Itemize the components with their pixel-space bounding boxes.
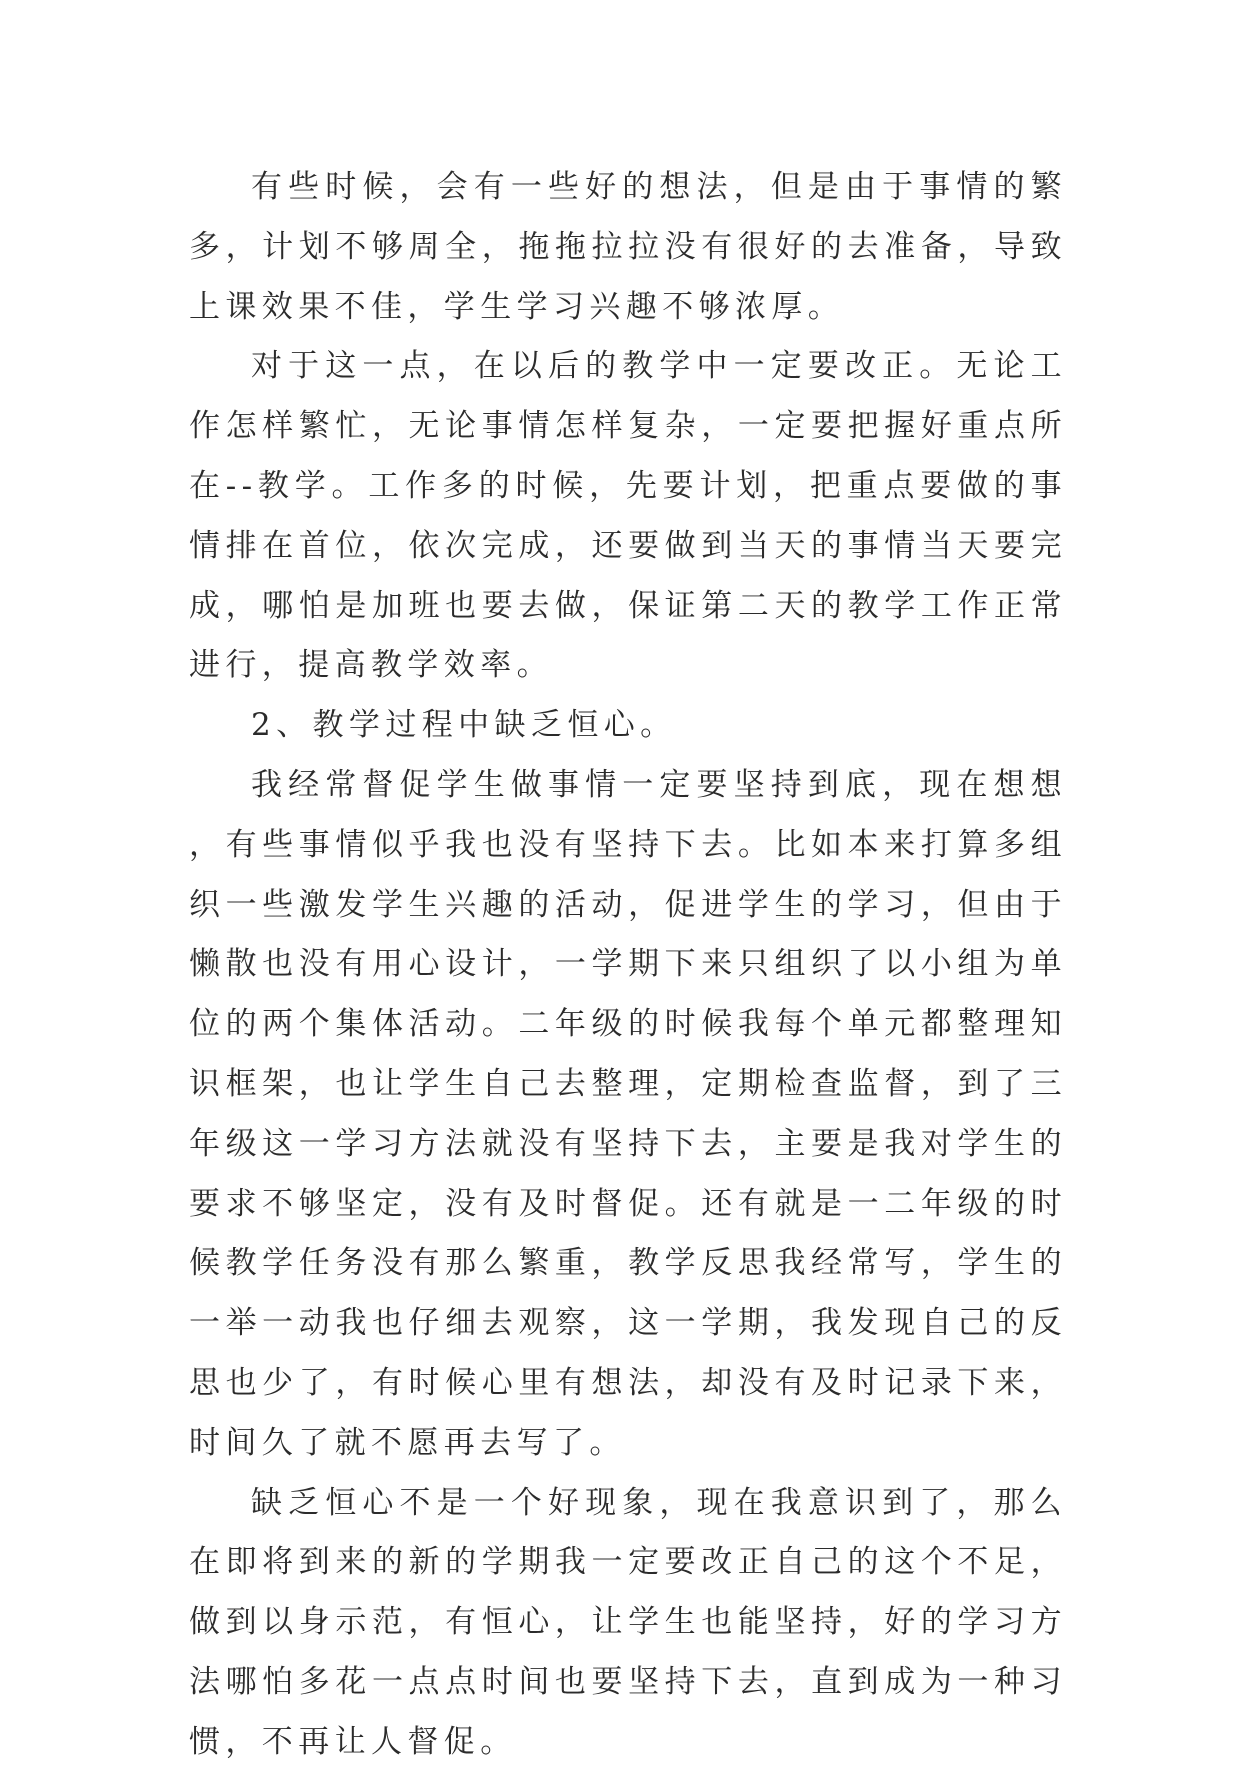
paragraph-planning-issue: 有些时候，会有一些好的想法，但是由于事情的繁多，计划不够周全，拖拖拉拉没有很好的去准备，导致上课效果不佳，学生学习兴趣不够浓厚。 [189,169,1067,325]
paragraph-perseverance-reflection: 我经常督促学生做事情一定要坚持到底，现在想想，有些事情似乎我也没有坚持下去。比如本来打算多组织一些激发学生兴趣的活动，促进学生的学习，但由于懒散也没有用心设计，一学期下来只组织了以小组为单位的两个集体活动。二年级的时候我每个单元都整理知识框架，也让学生自己去整理，定期检查监督，到了三年级这一学习方法就没有坚持下去，主要是我对学生的要求不够坚定，没有及时督促。还有就是一二年级的时候教学任务没有那么繁重，教学反思我经常写，学生的一举一动我也仔细去观察，这一学期，我发现自己的反思也少了，有时候心里有想法，却没有及时记录下来，时间久了就不愿再去写了。 [189,766,1067,1461]
paragraph-perseverance-resolution: 缺乏恒心不是一个好现象，现在我意识到了，那么在即将到来的新的学期我一定要改正自己的这个不足，做到以身示范，有恒心，让学生也能坚持，好的学习方法哪怕多花一点点时间也要坚持下去，直到成为一种习惯，不再让人督促。 [189,1484,1067,1760]
paragraph-improvement-plan: 对于这一点，在以后的教学中一定要改正。无论工作怎样繁忙，无论事情怎样复杂，一定要把握好重点所在--教学。工作多的时候，先要计划，把重点要做的事情排在首位，依次完成，还要做到当天的事情当天要完成，哪怕是加班也要去做，保证第二天的教学工作正常进行，提高教学效率。 [189,348,1067,684]
section-heading-lack-of-perseverance: 2、教学过程中缺乏恒心。 [251,707,677,744]
document-body [189,158,1067,1773]
